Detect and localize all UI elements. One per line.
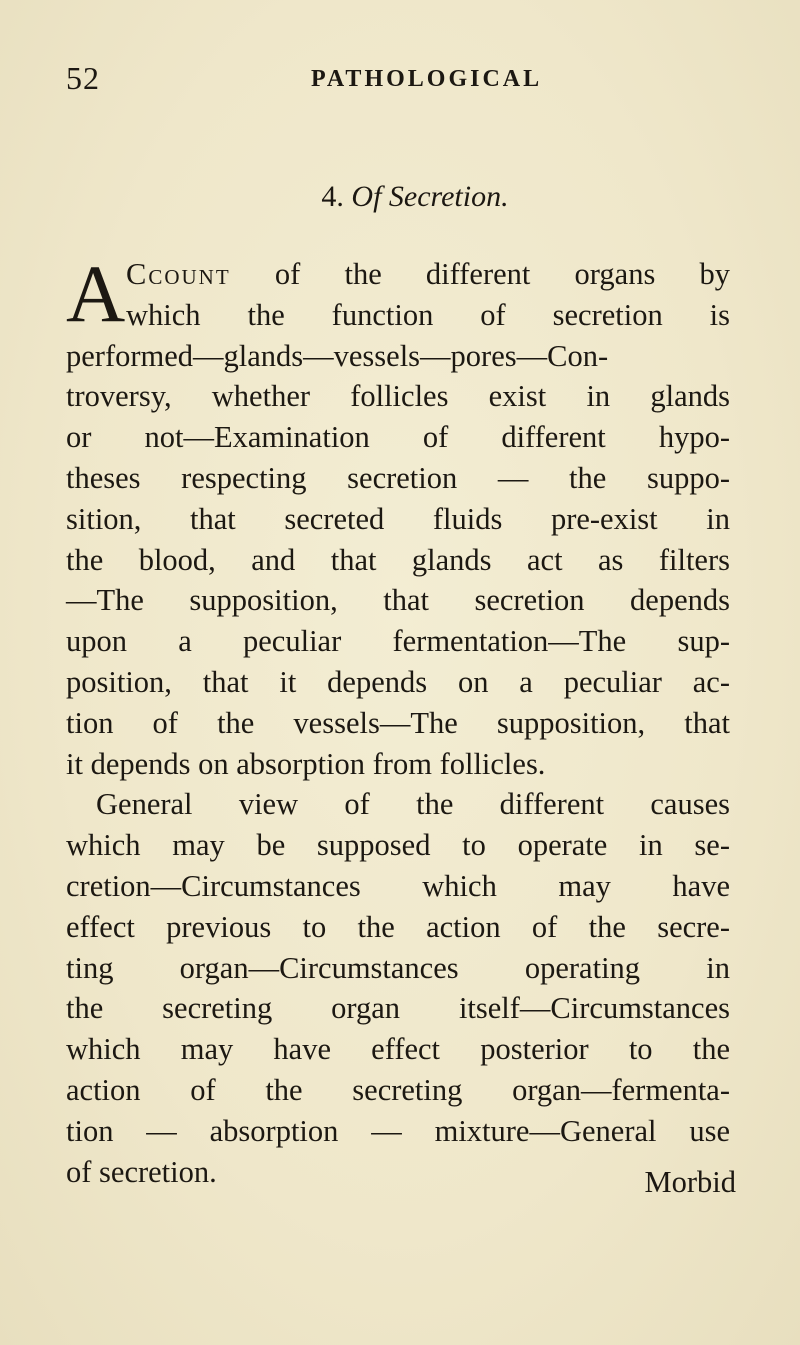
text-line: effect previous to the action of the secre-	[66, 909, 730, 944]
text-line: which may have effect posterior to the	[66, 1032, 730, 1067]
paragraph-1	[66, 248, 730, 784]
text-line: cretion—Circumstances which may have	[66, 868, 730, 903]
text-line: it depends on absorption from follicles.	[66, 746, 546, 781]
page-header	[0, 60, 800, 100]
text-line: troversy, whether follicles exist in glands	[66, 379, 730, 414]
page-number: 52	[66, 60, 100, 96]
text-line: ting organ—Circumstances operating in	[66, 950, 730, 985]
text-line: sition, that secreted fluids pre-exist in	[66, 501, 730, 536]
text-line: General view of the different causes	[96, 787, 730, 822]
text-line: action of the secreting organ—fermenta-	[66, 1072, 730, 1107]
first-word-small-caps: Ccount	[126, 257, 231, 291]
text-line: the secreting organ itself—Circumstances	[66, 991, 730, 1026]
section-title: Of Secretion.	[351, 180, 509, 213]
text-line: which the function of secretion is	[126, 297, 730, 332]
text-line: of secretion.	[66, 1154, 217, 1189]
text-line-content: of the different organs by	[274, 257, 730, 291]
running-head: PATHOLOGICAL	[311, 66, 543, 92]
section-heading	[0, 180, 800, 214]
section-number: 4.	[321, 180, 344, 213]
text-line	[66, 254, 730, 295]
text-line: which may be supposed to operate in se-	[66, 828, 730, 863]
drop-cap: A	[66, 248, 126, 339]
text-line: or not—Examination of different hypo-	[66, 420, 730, 455]
paragraph-2	[66, 784, 730, 1192]
text-line: tion of the vessels—The supposition, that	[66, 705, 730, 740]
text-line: tion — absorption — mixture—General use	[66, 1113, 730, 1148]
text-line: the blood, and that glands act as filters	[66, 542, 730, 577]
text-line: theses respecting secretion — the suppo-	[66, 460, 730, 495]
body-text	[66, 248, 730, 1192]
catchword: Morbid	[644, 1165, 736, 1199]
text-line: —The supposition, that secretion depends	[66, 583, 730, 618]
text-line: upon a peculiar fermentation—The sup-	[66, 624, 730, 659]
text-line: position, that it depends on a peculiar ac-	[66, 664, 730, 699]
text-line: performed—glands—vessels—pores—Con-	[66, 338, 609, 373]
